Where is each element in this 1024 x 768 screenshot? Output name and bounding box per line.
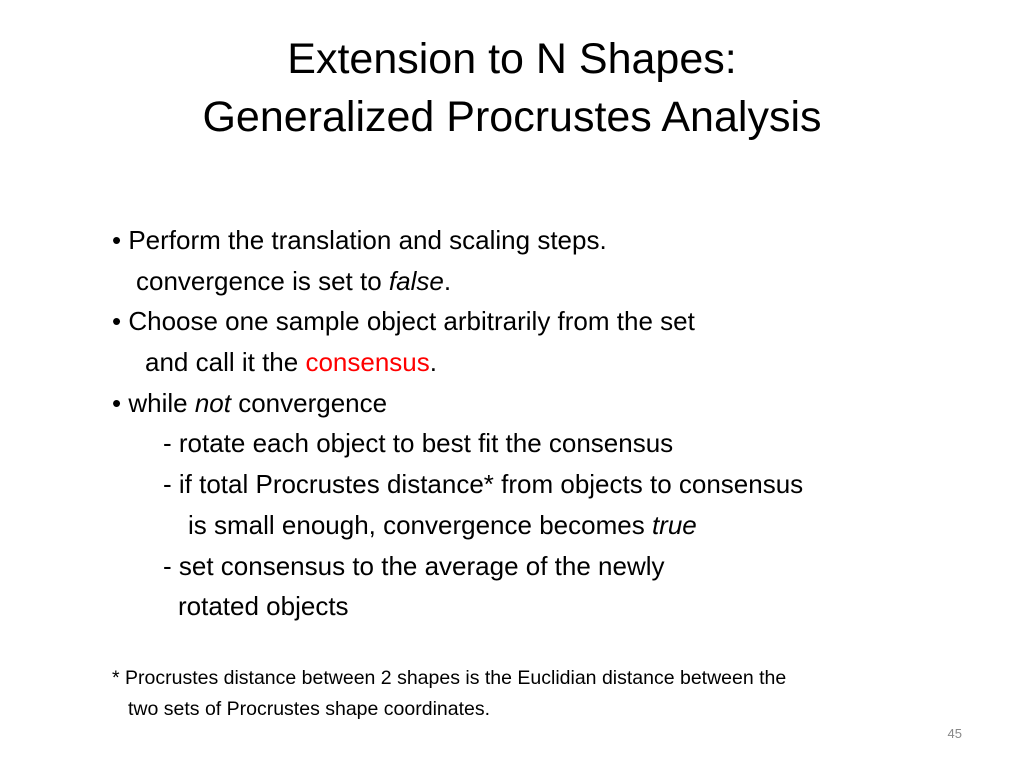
bullet-dot: • (112, 306, 122, 337)
italic-run: false (388, 265, 444, 296)
italic-run: not (194, 387, 231, 418)
text-run: is small enough, convergence becomes (188, 509, 652, 540)
text-run: convergence (230, 387, 388, 418)
consensus-highlight: consensus (305, 347, 430, 378)
footnote-line-1: * Procrustes distance between 2 shapes is the Euclidian distance between the (112, 667, 787, 689)
title-line-1: Extension to N Shapes: (287, 35, 737, 83)
slide-body (112, 220, 992, 627)
bullet-1-text: Perform the translation and scaling steps. (121, 225, 607, 255)
bullet-1 (112, 220, 992, 261)
bullet-dot: • (112, 225, 122, 255)
title-line-2: Generalized Procrustes Analysis (202, 93, 822, 141)
italic-run: true (651, 509, 697, 540)
bullet-2 (112, 301, 992, 342)
page-number: 45 (947, 726, 962, 741)
footnote (112, 663, 992, 725)
text-run: convergence is set to (136, 265, 389, 296)
slide-title (0, 30, 1024, 146)
text-run: and call it the (145, 347, 306, 378)
loop-step-1: - rotate each object to best fit the consensus (163, 428, 674, 459)
text-run: while (121, 387, 195, 418)
bullet-2-continuation (112, 342, 992, 383)
bullet-3 (112, 383, 992, 424)
text-run: . (443, 265, 452, 296)
loop-step-3: - set consensus to the average of the newly (163, 550, 665, 581)
footnote-line-2: two sets of Procrustes shape coordinates. (128, 698, 491, 720)
bullet-2-text: Choose one sample object arbitrarily from the set (121, 306, 695, 337)
loop-step-2-continuation (112, 505, 992, 546)
text-run: . (429, 347, 437, 378)
loop-step-3-continuation: rotated objects (178, 591, 349, 622)
loop-step-2: - if total Procrustes distance* from objects to consensus (163, 469, 804, 500)
bullet-1-continuation (112, 261, 992, 302)
bullet-dot: • (112, 387, 122, 418)
